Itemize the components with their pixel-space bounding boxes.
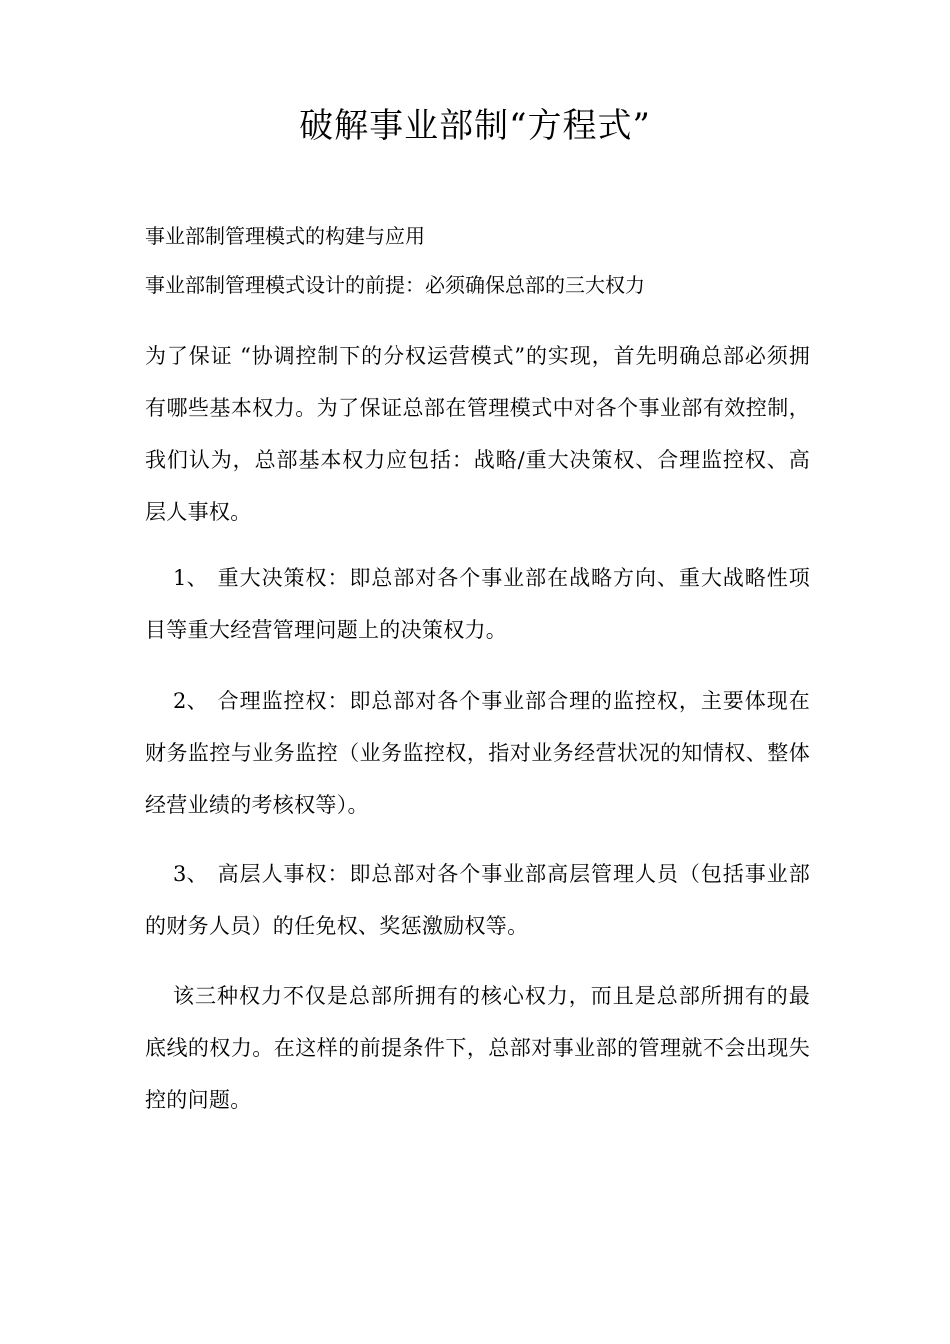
list-item — [145, 552, 810, 656]
list-item — [145, 675, 810, 831]
list-item-text: 重大决策权：即总部对各个事业部在战略方向、重大战略性项目等重大经营管理问题上的决策权力。 — [145, 566, 810, 642]
intro-paragraph: 为了保证 “协调控制下的分权运营模式”的实现，首先明确总部必须拥有哪些基本权力。为了保证总部在管理模式中对各个事业部有效控制，我们认为，总部基本权力应包括：战略/重大决策权、合理监控权、高层人事权。 — [145, 344, 810, 524]
list-item-text: 合理监控权：即总部对各个事业部合理的监控权，主要体现在财务监控与业务监控（业务监控权，指对业务经营状况的知情权、整体经营业绩的考核权等）。 — [145, 689, 810, 817]
list-item-text: 高层人事权：即总部对各个事业部高层管理人员（包括事业部的财务人员）的任免权、奖惩激励权等。 — [145, 862, 810, 938]
subtitle-1: 事业部制管理模式的构建与应用 — [145, 224, 425, 248]
document-title: 破解事业部制“方程式” — [299, 106, 651, 146]
list-item-number: 2、 — [173, 689, 208, 713]
conclusion-paragraph: 该三种权力不仅是总部所拥有的核心权力，而且是总部所拥有的最底线的权力。在这样的前提条件下，总部对事业部的管理就不会出现失控的问题。 — [145, 984, 810, 1112]
subtitle-2: 事业部制管理模式设计的前提：必须确保总部的三大权力 — [145, 273, 645, 297]
list-item — [145, 848, 810, 952]
list-item-number: 3、 — [173, 862, 208, 886]
list-item-number: 1、 — [173, 566, 208, 590]
